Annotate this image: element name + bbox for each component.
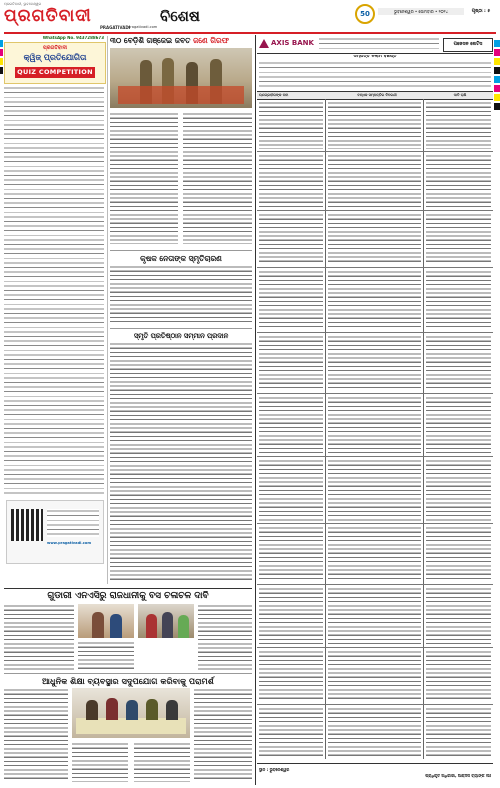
table-row xyxy=(257,152,493,211)
column-divider xyxy=(107,36,108,584)
notice-signatory: ପ୍ରାଧିକୃତ ଅଧିକାରୀ, ଆକ୍ସିସ ବ୍ୟାଙ୍କ ଲିଃ xyxy=(425,774,491,778)
story-headline: ସ୍ମୃତି ପ୍ରତିଷ୍ଠାନ ସମ୍ମାନ ପ୍ରଦାନ xyxy=(133,332,229,340)
quiz-heading: ପ୍ରଗତିବାଦୀ xyxy=(42,45,67,51)
story-body xyxy=(110,265,252,323)
notice-place: ସ୍ଥାନ : ଭୁବନେଶ୍ୱର xyxy=(259,768,290,772)
photo-figure xyxy=(146,614,157,638)
text-block xyxy=(426,526,491,582)
story-body-col-3 xyxy=(134,742,190,782)
cyan-swatch xyxy=(494,76,500,83)
notice-preamble xyxy=(259,61,491,89)
axis-bank-logo-icon xyxy=(259,39,269,48)
masthead xyxy=(0,0,500,32)
quiz-english-title: QUIZ COMPETITION xyxy=(15,67,95,78)
education-photo xyxy=(72,688,190,738)
info-line: ଭୁବନେଶ୍ୱର • ସୋମବାର • ୨୦୨୪ xyxy=(378,8,464,15)
table-row xyxy=(257,524,493,585)
notice-footer xyxy=(257,763,493,782)
text-block xyxy=(328,650,421,702)
photo-figure xyxy=(146,699,158,720)
text-block xyxy=(426,650,491,702)
magenta-swatch xyxy=(0,49,3,56)
photo-figure xyxy=(178,615,189,638)
text-block xyxy=(328,270,421,330)
text-block xyxy=(328,101,421,149)
text-block xyxy=(328,213,421,265)
text-block xyxy=(426,154,491,208)
magenta-swatch xyxy=(494,85,500,92)
police-photo xyxy=(110,48,252,108)
quiz-footer-site: www.pragativadi.com xyxy=(47,541,92,545)
story-headline: ଗୁଡାରୀ ଏନଏସିରୁ ରାଜଧାନୀକୁ ବସ ଚଳାଚଳ ଦାବି xyxy=(47,591,209,601)
bank-address xyxy=(319,37,439,51)
text-block xyxy=(426,270,491,330)
quiz-footer-box xyxy=(6,500,104,564)
text-block xyxy=(259,587,323,645)
section-title: ବିଶେଷ xyxy=(160,7,200,25)
quiz-subheading: କ୍ୱିଜ୍ ପ୍ରତିଯୋଗିତା xyxy=(23,52,87,62)
text-block xyxy=(328,154,421,208)
photo-figure xyxy=(106,698,118,720)
story-body xyxy=(110,342,252,582)
cyan-swatch xyxy=(0,40,3,47)
text-block xyxy=(259,707,323,757)
bank-name: AXIS BANK xyxy=(271,39,314,47)
color-registration-bar xyxy=(494,40,500,112)
table-row xyxy=(257,394,493,457)
story-body-col-2 xyxy=(183,112,252,244)
text-block xyxy=(426,587,491,645)
story-headline xyxy=(110,36,252,46)
text-block xyxy=(259,650,323,702)
quiz-questions xyxy=(4,86,104,494)
story-farmer-leader xyxy=(110,254,252,324)
story-bus-demand xyxy=(4,591,252,671)
text-block xyxy=(328,396,421,454)
text-block xyxy=(328,707,421,757)
logo-subtitle: PRAGATIVADI xyxy=(100,25,131,30)
text-block xyxy=(328,526,421,582)
story-divider xyxy=(110,250,252,251)
table-row xyxy=(257,268,493,333)
story-headline: କୃଷକ ନେତାଙ୍କ ସ୍ମୃତିଚାରଣ xyxy=(140,254,222,263)
bottom-divider xyxy=(4,588,252,589)
cyan-swatch xyxy=(494,40,500,47)
dais-table xyxy=(76,718,186,734)
text-block xyxy=(426,396,491,454)
black-swatch xyxy=(0,67,3,74)
black-swatch xyxy=(494,103,500,110)
newspaper-logo: ପ୍ରଗତିବାଦୀ xyxy=(4,6,92,26)
color-registration-bar xyxy=(0,40,3,76)
page-label: ପୃଷ୍ଠା : ୫ xyxy=(471,9,491,14)
notice-table-rows xyxy=(257,99,493,759)
photo-figure xyxy=(162,612,173,638)
text-block xyxy=(259,154,323,208)
headline-black: ୩୦ ବେଡ଼ିଶି ଗଞ୍ଜେଇ ଜବତ xyxy=(110,36,191,45)
story-body-col-1 xyxy=(110,112,178,244)
story-body-col-1 xyxy=(4,604,74,670)
meeting-photo-2 xyxy=(138,604,194,638)
table-row xyxy=(257,705,493,759)
photo-figure xyxy=(86,700,98,720)
text-block xyxy=(259,213,323,265)
masthead-rule xyxy=(4,32,496,34)
text-block xyxy=(328,587,421,645)
table-row xyxy=(257,457,493,524)
bottom-divider xyxy=(4,673,252,674)
quiz-footer-text xyxy=(47,509,99,537)
story-ganja-seizure xyxy=(110,36,252,246)
text-block xyxy=(259,335,323,391)
anniversary-emblem-icon: 50 xyxy=(355,4,375,24)
story-body-col-1 xyxy=(4,688,68,782)
possession-label: ପଜେସନ ନୋଟିସ xyxy=(443,38,493,52)
text-block xyxy=(259,459,323,521)
story-body-col-4 xyxy=(194,688,252,782)
story-headline: ଆଧୁନିକ ଶିକ୍ଷା ବ୍ୟବସ୍ଥାର ସଦୁପଯୋଗ କରିବାକୁ ପରାମର୍ଶ xyxy=(42,676,214,686)
whatsapp-number: WhatsApp No. 9437288673 xyxy=(42,36,104,40)
notice-title: ସମ୍ପତ୍ତି ନିଲାମ ବିଜ୍ଞପ୍ତି xyxy=(353,55,397,59)
yellow-swatch xyxy=(494,58,500,65)
qr-code-icon xyxy=(11,509,43,541)
yellow-swatch xyxy=(494,94,500,101)
story-divider xyxy=(110,328,252,329)
table-row xyxy=(257,211,493,268)
story-body-col-2 xyxy=(78,641,134,670)
story-body-col-2 xyxy=(72,742,128,782)
col-head-property: ବନ୍ଧକ ସମ୍ପତ୍ତିର ବିବରଣୀ xyxy=(357,93,397,97)
text-block xyxy=(426,335,491,391)
bank-notice xyxy=(257,35,493,785)
meeting-photo-1 xyxy=(78,604,134,638)
table-row xyxy=(257,99,493,152)
col-head-borrower: ଋଣଗ୍ରହୀତାଙ୍କ ନାମ xyxy=(259,93,289,97)
text-block xyxy=(426,101,491,149)
text-block xyxy=(259,396,323,454)
text-block xyxy=(426,213,491,265)
photo-figure xyxy=(92,612,104,638)
text-block xyxy=(328,335,421,391)
notice-left-border xyxy=(255,35,256,785)
black-swatch xyxy=(494,67,500,74)
photo-figure xyxy=(126,700,138,720)
table-row xyxy=(257,585,493,648)
quiz-column xyxy=(4,36,104,584)
story-body-col-3 xyxy=(198,604,252,670)
seized-bags xyxy=(118,86,244,104)
text-block xyxy=(259,270,323,330)
headline-red: ଜଣେ ଗିରଫ xyxy=(193,36,229,45)
story-modern-education xyxy=(4,676,252,784)
text-block xyxy=(426,459,491,521)
text-block xyxy=(259,101,323,149)
story-memorial-award xyxy=(110,332,252,584)
table-row xyxy=(257,333,493,394)
quiz-banner xyxy=(4,42,106,84)
text-block xyxy=(426,707,491,757)
photo-figure xyxy=(166,700,178,720)
col-head-amount: ଦାବି ରାଶି xyxy=(453,93,467,97)
magenta-swatch xyxy=(494,49,500,56)
date-line: ପ୍ରଗତିବାଦୀ, ଭୁବନେଶ୍ୱର xyxy=(4,2,42,6)
text-block xyxy=(328,459,421,521)
table-row xyxy=(257,648,493,705)
photo-figure xyxy=(110,614,122,638)
notice-header xyxy=(257,35,493,54)
website: pragativadi.com xyxy=(128,25,158,29)
yellow-swatch xyxy=(0,58,3,65)
text-block xyxy=(259,526,323,582)
